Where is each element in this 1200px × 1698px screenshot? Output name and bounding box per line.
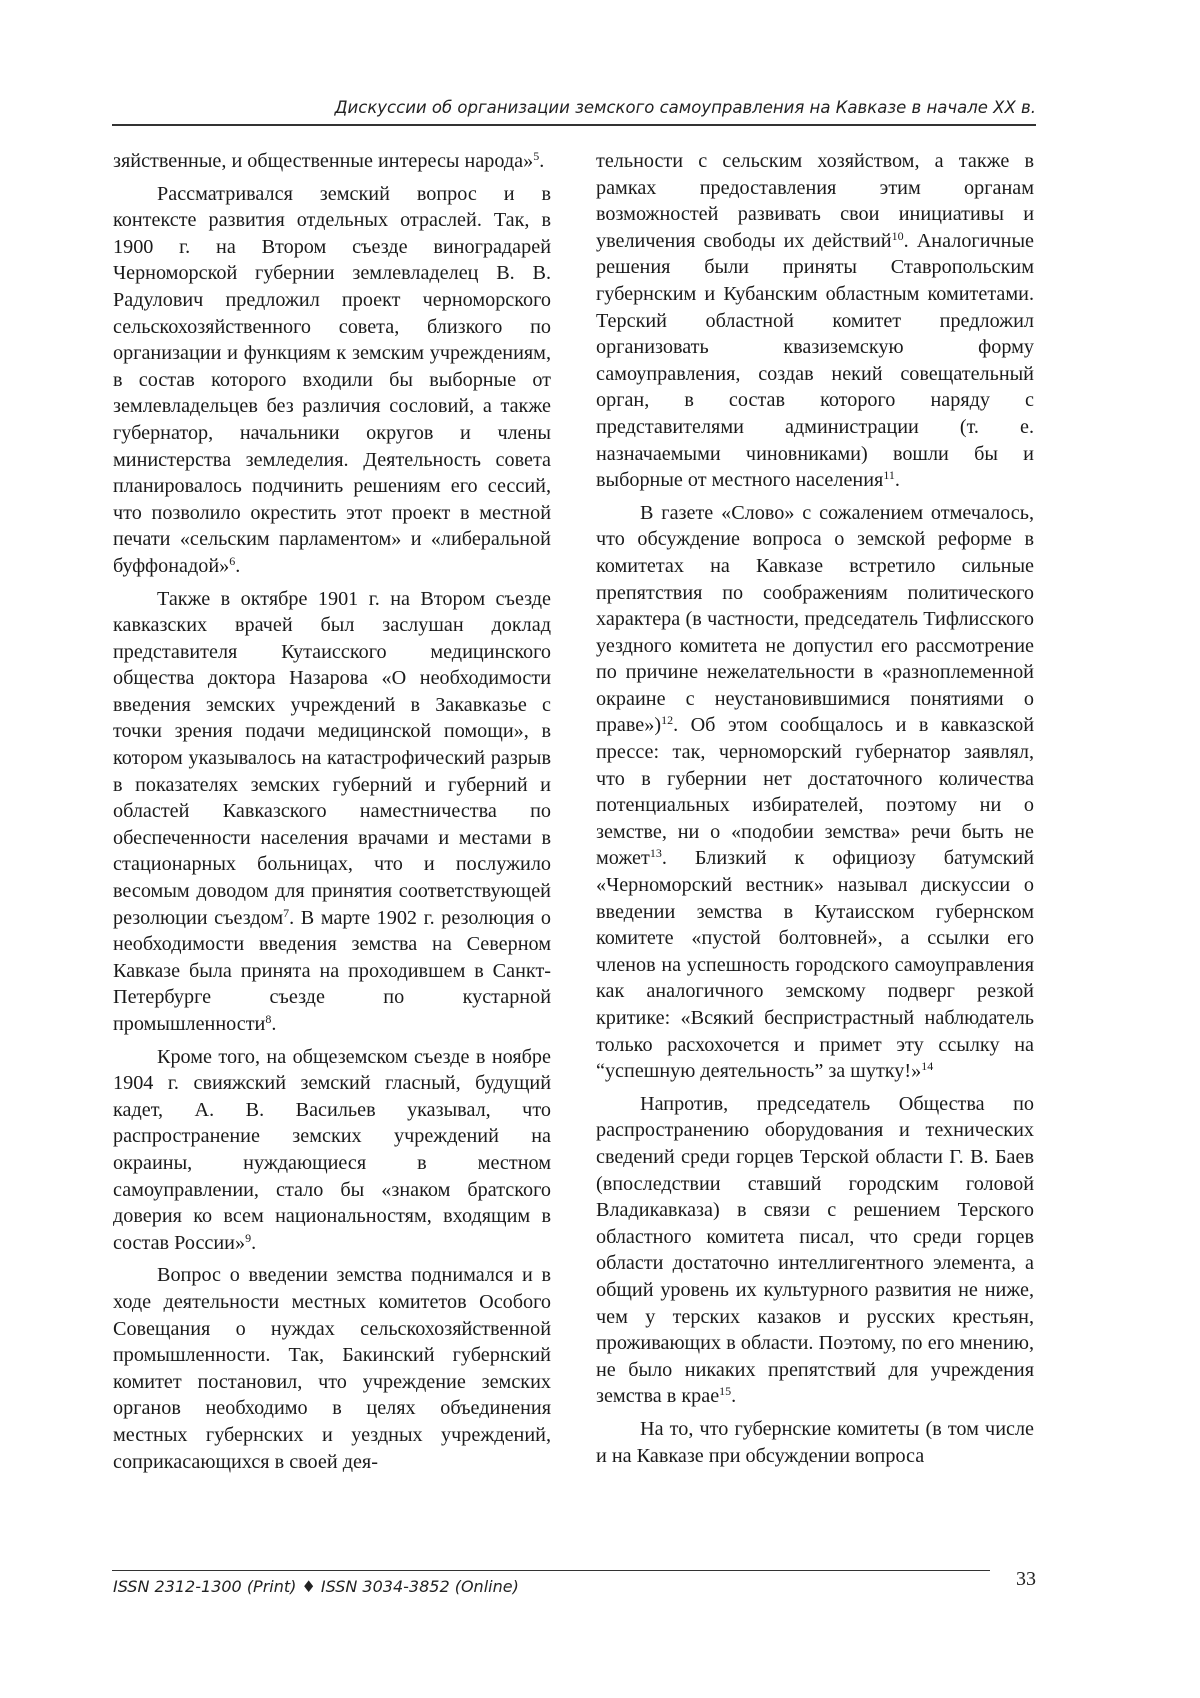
footnote-ref: 12: [661, 713, 674, 728]
footnote-ref: 6: [229, 553, 236, 568]
footnote-ref: 5: [533, 149, 540, 163]
footnote-ref: 13: [649, 846, 662, 861]
paragraph: Вопрос о введении земства поднимался и в ходе деятельности местных комитетов Особого Совещания о нуждах сельскохозяйственной промышленности. Так, Бакинский губернский комитет постановил, что учреждение земских органов необходимо в целях объединения местных губернских и уездных учреждений, соприкасающихся в своей дея-: [113, 1264, 551, 1473]
footnote-ref: 7: [283, 905, 290, 920]
paragraph: Также в октябре 1901 г. на Втором съезде кавказских врачей был заслушан доклад представителя Кутаисского медицинского общества доктора Назарова «О необходимости введения земских учреждений в Закавказье с точки зрения подачи медицинской помощи», в котором указывалось на катастрофический разрыв в показателях земских губерний и губерний и областей Кавказского наместничества по обеспеченности населения врачами и местами в стационарных больницах, что и послужило весомым доводом для принятия соответствующей резолюции съездом$^7$. В марте 1902 г. резолюция о необходимости введения земства на Северном Кавказе была принята на проходившем в Санкт-Петербурге съезде по кустарной промышленности$^8$.: [113, 587, 551, 1035]
footnote-ref: 11: [883, 468, 895, 483]
paragraph: В газете «Слово» с сожалением отмечалось, что обсуждение вопроса о земской реформе в комитетах на Кавказе встретило сильные препятствия по соображениям политического характера (в частности, председатель Тифлисского уездного комитета не допустил его рассмотрение по причине нежелательности в «разноплеменной окраине с неустановившимися понятиями о праве»)$^{12}$. Об этом сообщалось и в кавказской прессе: так, черноморский губернатор заявлял, что в губернии нет достаточного количества потенциальных избирателей, поэтому ни о земстве, ни о «подобии земства» речи быть не может$^{13}$. Близкий к официозу батумский «Черноморский вестник» называл дискуссии о введении земства в Кутаисском губернском комитете «пустой болтовней», а ссылки его членов на успешность городского самоуправления как аналогичного земскому подверг резкой критике: «Всякий беспристрастный наблюдатель только расхохочется и примет эту ссылку на “успешную деятельность” за шутку!»$^{14}$: [596, 501, 1034, 1083]
running-title: Дискуссии об организации земского самоуправления на Кавказе в начале XX в.: [334, 98, 1036, 117]
paragraph: Кроме того, на общеземском съезде в ноябре 1904 г. свияжский земский гласный, будущий кадет, А. В. Васильев указывал, что распространение земских учреждений на окраины, нуждающиеся в местном самоуправлении, стало бы «знаком братского доверия ко всем национальностям, входящим в состав России»$^9$.: [113, 1045, 551, 1254]
paragraph: зяйственные, и общественные интересы народа»$^5$.: [113, 149, 545, 172]
paragraph: Рассматривался земский вопрос и в контексте развития отдельных отраслей. Так, в 1900 г. на Втором съезде виноградарей Черноморской губернии землевладелец В. В. Радулович предложил проект черноморского сельскохозяйственного совета, близкого по организации и функциям к земским учреждениям, в состав которого входили бы выборные от землевладельцев без различия сословий, а также губернатор, начальники округов и члены министерства земледелия. Деятельность совета планировалось подчинить решениям его сессий, что позволило окрестить этот проект в местной печати «сельским парламентом» и «либеральной буффонадой»$^6$.: [113, 182, 551, 577]
paragraph: Напротив, председатель Общества по распространению оборудования и технических сведений среди горцев Терской области Г. В. Баев (впоследствии ставший городским головой Владикавказа) в связи с решением Терского областного комитета писал, что среди горцев области достаточно интеллигентного элемента, а общий уровень их культурного развития не ниже, чем у терских казаков и русских крестьян, проживающих в области. Поэтому, по его мнению, не было никаких препятствий для учреждения земства в крае$^{15}$.: [596, 1092, 1034, 1408]
footnote-ref: 8: [265, 1012, 272, 1026]
footnote-ref: 15: [719, 1384, 732, 1399]
left-column: [113, 148, 551, 1481]
footnote-ref: 9: [245, 1230, 252, 1245]
footnote-ref: 10: [891, 228, 904, 243]
paragraph: тельности с сельским хозяйством, а также в рамках предоставления этим органам возможностей развивать свои инициативы и увеличения свободы их действий$^{10}$. Аналогичные решения были приняты Ставропольским губернским и Кубанским областным комитетами. Терский областной комитет предложил организовать квазиземскую форму самоуправления, создав некий совещательный орган, в состав которого наряду с представителями администрации (т. е. назначаемыми чиновниками) вошли бы и выборные от местного населения$^{11}$.: [596, 150, 1034, 492]
header-rule: [112, 124, 1036, 126]
issn-line: ISSN 2312-1300 (Print) ♦ ISSN 3034-3852 (Online): [113, 1577, 519, 1596]
paragraph: На то, что губернские комитеты (в том числе и на Кавказе при обсуждении вопроса: [596, 1417, 1034, 1467]
footnote-ref: 14: [921, 1059, 934, 1074]
right-column: [596, 148, 1034, 1475]
footer-rule: [112, 1570, 990, 1571]
page-number: 33: [1016, 1568, 1036, 1590]
